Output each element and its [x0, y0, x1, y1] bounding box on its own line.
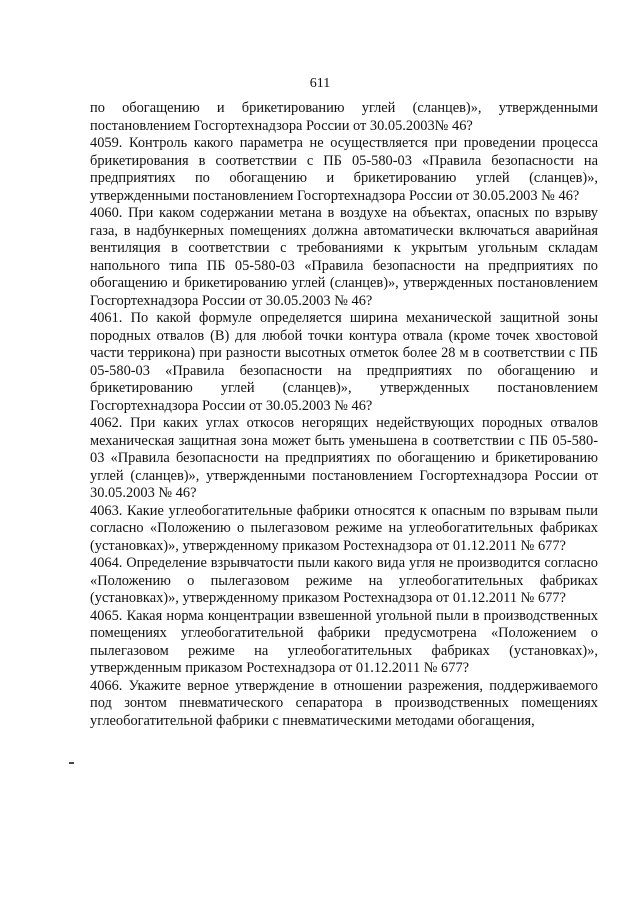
question-4061: 4061. По какой формуле определяется ширина механической защитной зоны породных отвалов (В) для любой точки контура отвала (кроме точек хвостовой части терриконa) при разности высотных отметок более 28 м в соответствии с ПБ 05-580-03 «Правила безопасности на предприятиях по обогащению и брикетированию углей (сланцев)», утвержденных постановлением Госгортехнадзора России от 30.05.2003 № 46?	[90, 310, 598, 414]
question-4066: 4066. Укажите верное утверждение в отношении разрежения, поддерживаемого под зонтом пневматического сепаратора в производственных помещениях углеобогатительной фабрики с пневматическими методами обогащения,	[90, 677, 598, 729]
question-4059: 4059. Контроль какого параметра не осуществляется при проведении процесса брикетирования в соответствии с ПБ 05-580-03 «Правила безопасности на предприятиях по обогащению и брикетированию углей (сланцев)», утвержденными постановлением Госгортехнадзора России от 30.05.2003 № 46?	[90, 135, 598, 204]
question-4063: 4063. Какие углеобогатительные фабрики относятся к опасным по взрывам пыли согласно «Положению о пылегазовом режиме на углеобогатительных фабриках (установках)», утвержденному приказом Ростехнадзора от 01.12.2011 № 677?	[90, 502, 598, 554]
question-4060: 4060. При каком содержании метана в воздухе на объектах, опасных по взрыву газа, в надбункерных помещениях должна автоматически включаться аварийная вентиляция в соответствии с требованиями к укрытым угольным складам напольного типа ПБ 05-580-03 «Правила безопасности на предприятиях по обогащению и брикетированию углей (сланцев)», утвержденных постановлением Госгортехнадзора России от 30.05.2003 № 46?	[90, 205, 598, 309]
paragraph-continuation: по обогащению и брикетированию углей (сланцев)», утвержденными постановлением Госгортехнадзора России от 30.05.2003№ 46?	[90, 100, 598, 134]
question-4064: 4064. Определение взрывчатости пыли какого вида угля не производится согласно «Положению о пылегазовом режиме на углеобогатительных фабриках (установках)», утвержденному приказом Ростехнадзора от 01.12.2011 № 677?	[90, 555, 598, 606]
page-number: 611	[309, 76, 331, 91]
scan-mark	[69, 762, 74, 764]
question-4065: 4065. Какая норма концентрации взвешенной угольной пыли в производственных помещениях углеобогатительной фабрики предусмотрена «Положением о пылегазовом режиме на углеобогатительных фабриках (установках)», утвержденным приказом Ростехнадзора от 01.12.2011 № 677?	[90, 607, 598, 676]
question-list	[90, 100, 598, 730]
question-4062: 4062. При каких углах откосов негорящих недействующих породных отвалов механическая защитная зона может быть уменьшена в соответствии с ПБ 05-580-03 «Правила безопасности на предприятиях по обогащению и брикетированию углей (сланцев)», утвержденными постановлением Госгортехнадзора России от 30.05.2003 № 46?	[90, 415, 598, 501]
